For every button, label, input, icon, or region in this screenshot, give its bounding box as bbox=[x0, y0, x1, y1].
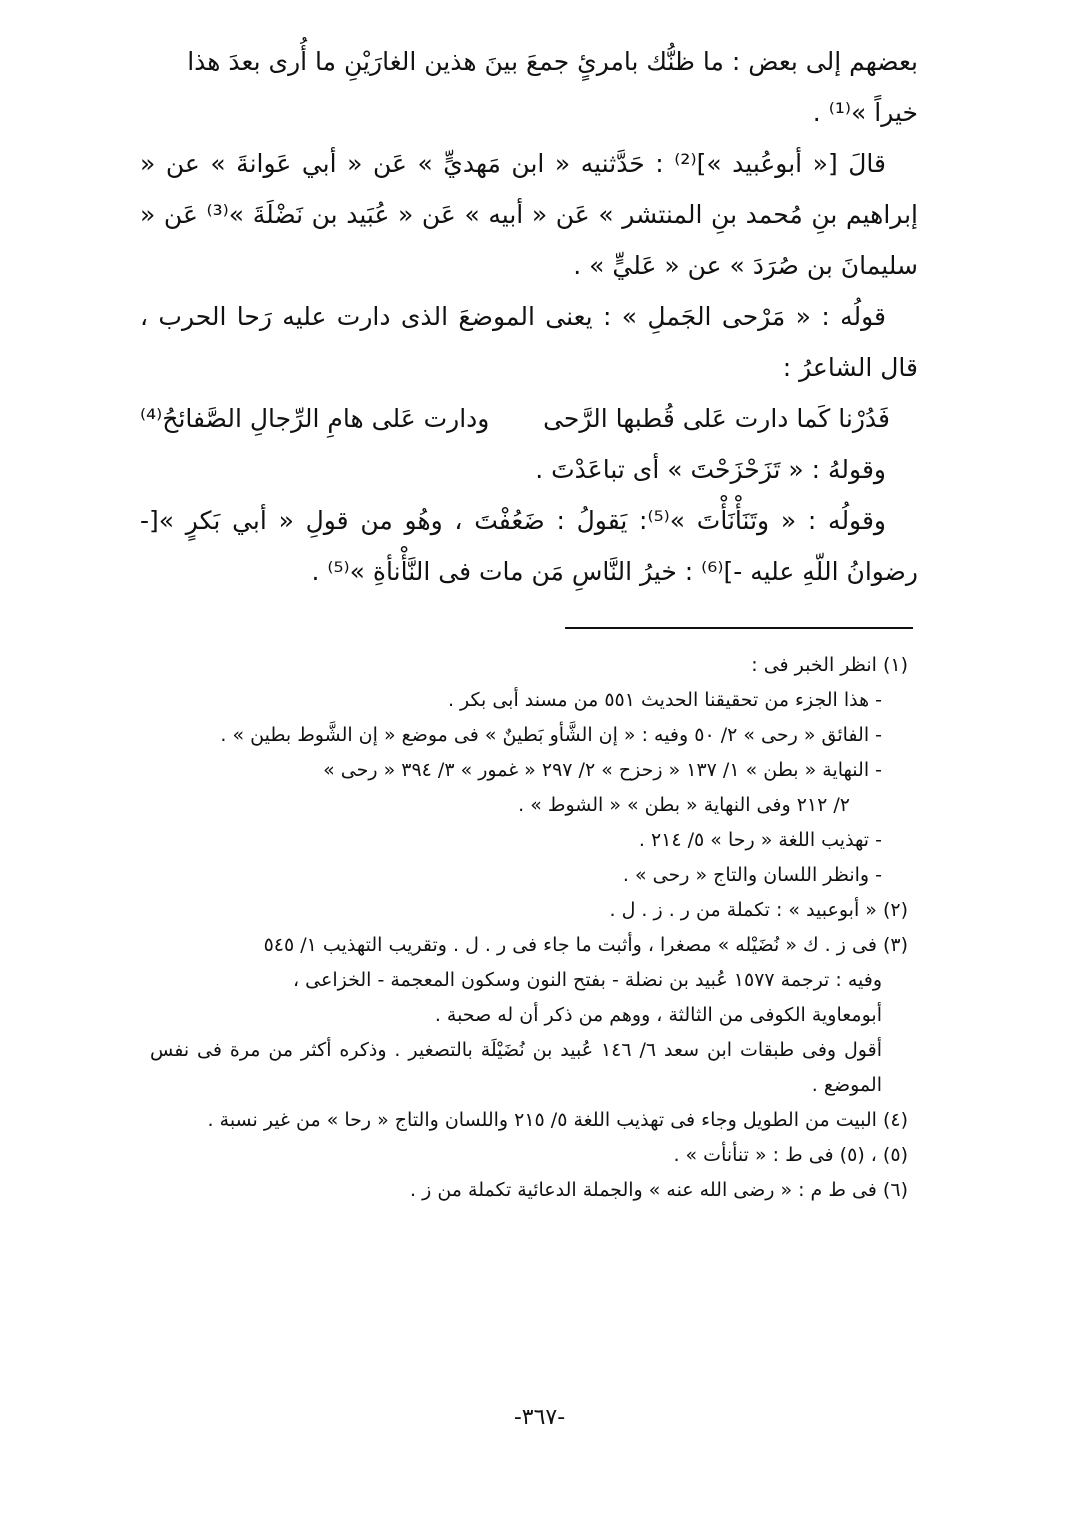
verse-first-hemistich: فَدُرْنا كَما دارت عَلى قُطبها الرَّحى bbox=[543, 404, 890, 433]
footnote-4: (٤) البيت من الطويل وجاء فى تهذيب اللغة ٥/ ٢١٥ واللسان والتاج « رحا » من غير نسبة . bbox=[207, 1109, 908, 1131]
footnote-1-item: - وانظر اللسان والتاج « رحى » . bbox=[622, 864, 882, 886]
footnote-3-continued: أبومعاوية الكوفى من الثالثة ، ووهم من ذكر أن له صحبة . bbox=[434, 1004, 882, 1026]
explanation-paragraph: قولُه : « مَرْحى الجَملِ » : يعنى الموضعَ الذى دارت عليه رَحا الحرب ، قال الشاعرُ : bbox=[140, 302, 918, 382]
footnote-1-item-continued: ٢/ ٢١٢ وفى النهاية « بطن » « الشوط » . bbox=[518, 794, 850, 816]
footnote-3-continued: أقول وفى طبقات ابن سعد ٦/ ١٤٦ عُبيد بن نُضَيْلَة بالتصغير . وذكره أكثر من مرة فى نفس الموضع . bbox=[150, 1039, 882, 1096]
isnad-paragraph: قالَ [« أبوعُبيد »]⁽²⁾ : حَدَّثنيه « ابن مَهديٍّ » عَن « أبي عَوانةَ » عن « إبراهيم بنِ مُحمد بنِ المنتشر » عَن « أبيه » عَن « عُبَيد بن نَضْلَةَ »⁽³⁾ عَن « سليمانَ بن صُرَدَ » عن « عَليٍّ » . bbox=[140, 149, 918, 280]
footnote-1-item: - الفائق « رحى » ٢/ ٥٠ وفيه : « إن الشَّأو بَطينٌ » فى موضع « إن الشَّوط بطين » . bbox=[220, 724, 882, 746]
footnote-1-title: (١) انظر الخبر فى : bbox=[751, 654, 908, 676]
footnote-1-item: - هذا الجزء من تحقيقنا الحديث ٥٥١ من مسند أبى بكر . bbox=[447, 689, 882, 711]
footnotes-block bbox=[150, 648, 908, 1208]
main-line-2: خيراً »⁽¹⁾ . bbox=[812, 98, 918, 127]
footnote-2: (٢) « أبوعبيد » : تكملة من ر . ز . ل . bbox=[609, 899, 908, 921]
final-paragraph: وقولُه : « وتَنَأْنَأْتَ »⁽⁵⁾: يَقولُ : ضَعُفْتَ ، وهُو من قولِ « أبي بَكرٍ »[- رضوانُ اللّهِ عليه -]⁽⁶⁾ : خيرُ النَّاسِ مَن مات فى النَّأْنأةِ »⁽⁵⁾ . bbox=[140, 506, 918, 586]
footnote-5: (٥) ، (٥) فى ط : « تنأنأت » . bbox=[673, 1144, 908, 1166]
main-text-block bbox=[140, 36, 918, 597]
word-explanation-paragraph: وقولهُ : « تَزَحْزَحْتَ » أى تباعَدْتَ . bbox=[535, 455, 886, 484]
footnote-1-item: - تهذيب اللغة « رحا » ٥/ ٢١٤ . bbox=[638, 829, 882, 851]
footnote-1-item: - النهاية « بطن » ١/ ١٣٧ « زحزح » ٢/ ٢٩٧ « غمور » ٣/ ٣٩٤ « رحى » bbox=[323, 759, 882, 781]
footnote-6: (٦) فى ط م : « رضى الله عنه » والجملة الدعائية تكملة من ز . bbox=[410, 1179, 908, 1201]
main-line-1: بعضهم إلى بعض : ما ظنُّك بامرئٍ جمعَ بينَ هذين الغارَيْنِ ما أُرى بعدَ هذا bbox=[187, 47, 918, 76]
footnote-3: (٣) فى ز . ك « نُضَيْله » مصغرا ، وأثبت ما جاء فى ر . ل . وتقريب التهذيب ١/ ٥٤٥ bbox=[263, 934, 908, 956]
footnote-divider bbox=[565, 627, 913, 629]
verse-second-hemistich: ودارت عَلى هامِ الرِّجالِ الصَّفائحُ⁽⁴⁾ bbox=[140, 404, 490, 433]
footnote-3-continued: وفيه : ترجمة ١٥٧٧ عُبيد بن نضلة - بفتح النون وسكون المعجمة - الخزاعى ، bbox=[292, 969, 882, 991]
page-number: -٣٦٧- bbox=[513, 1405, 566, 1430]
poetry-verse bbox=[140, 393, 918, 444]
